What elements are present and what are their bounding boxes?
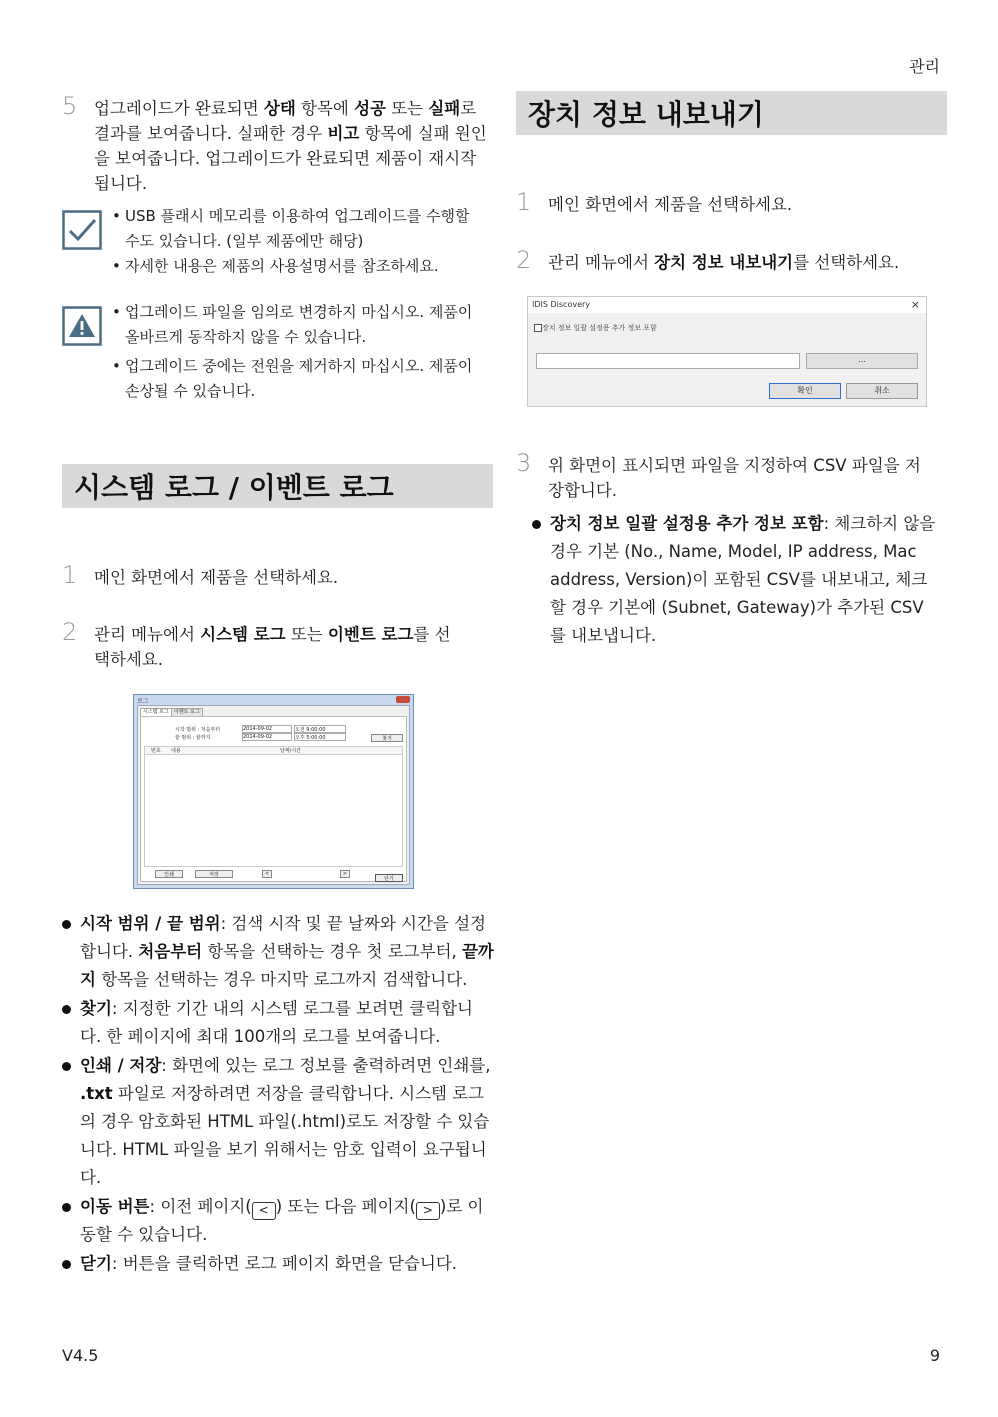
window-close-icon[interactable] (396, 696, 410, 703)
step-number: 3 (516, 449, 532, 477)
step-text: 메인 화면에서 제품을 선택하세요. (548, 195, 793, 214)
column-header-no: 번호 (151, 748, 161, 754)
step-text: 메인 화면에서 제품을 선택하세요. (94, 568, 339, 587)
log-step-1 (62, 561, 492, 590)
header-section-label: 관리 (909, 57, 940, 76)
dialog-close-icon[interactable]: × (910, 298, 920, 311)
list-item: 이동 버튼: 이전 페이지( < ) 또는 다음 페이지( > )로 이동할 수 있습니다. (62, 1193, 494, 1249)
bullet-dot-icon (62, 920, 71, 929)
dialog-title: IDIS Discovery (532, 300, 591, 309)
tab-event-log[interactable]: 이벤트 로그 (171, 708, 203, 717)
step-number: 2 (516, 246, 532, 274)
footer-version: V4.5 (62, 1346, 99, 1365)
end-time-input[interactable]: 오후 5:00:00 (294, 733, 346, 741)
prev-page-button[interactable]: < (262, 870, 272, 878)
next-page-button[interactable]: > (340, 870, 350, 878)
log-window-screenshot (133, 694, 414, 889)
ok-button[interactable]: 확인 (769, 383, 841, 399)
next-page-icon: > (416, 1202, 440, 1220)
start-time-input[interactable]: 오전 9:00:00 (294, 725, 346, 733)
to-end-option[interactable]: 끝까지 (195, 735, 211, 741)
note-check (62, 204, 482, 279)
step-number: 1 (516, 188, 532, 216)
file-path-input[interactable] (536, 353, 800, 369)
step-text: 위 화면이 표시되면 파일을 지정하여 CSV 파일을 저장합니다. (548, 456, 921, 500)
section-title-log: 시스템 로그 / 이벤트 로그 (62, 464, 493, 508)
step-text: 업그레이드가 완료되면 상태 항목에 성공 또는 실패로 결과를 보여줍니다. 실패한 경우 비고 항목에 실패 원인을 보여줍니다. 업그레이드가 완료되면 제품이 재시작됩니다. (94, 99, 487, 193)
end-date-input[interactable]: 2014-09-02 (242, 733, 292, 741)
end-range-label: 끝 범위 : (175, 735, 195, 741)
step-text: 관리 메뉴에서 시스템 로그 또는 이벤트 로그를 선택하세요. (94, 625, 451, 669)
bullet-dot-icon (62, 1005, 71, 1014)
bullet-dot-icon (62, 1062, 71, 1071)
list-item: 찾기: 지정한 기간 내의 시스템 로그를 보려면 클릭합니다. 한 페이지에 최대 100개의 로그를 보여줍니다. (62, 995, 494, 1051)
close-log-button[interactable]: 닫기 (375, 874, 403, 882)
log-step-2 (62, 618, 462, 672)
step-number: 1 (62, 561, 78, 589)
start-range-label: 시작 범위 : (175, 727, 200, 733)
check-note-icon (62, 210, 102, 250)
from-start-option[interactable]: 처음부터 (200, 727, 221, 733)
list-item: 장치 정보 일괄 설정용 추가 정보 포함: 체크하지 않을 경우 기본 (No., Name, Model, IP address, Mac address, Version)이 포함된 CSV를 내보내고, 체크할 경우 기본에 (Subnet, Gateway)가 추가된 CSV를 내보냅니다. (532, 510, 937, 650)
footer-page-number: 9 (929, 1346, 940, 1365)
note-warning (62, 300, 482, 404)
bullet-dot-icon (62, 1203, 71, 1212)
step-text: 관리 메뉴에서 장치 정보 내보내기를 선택하세요. (548, 253, 900, 272)
browse-button[interactable]: ... (806, 353, 918, 369)
include-extra-info-checkbox[interactable] (534, 324, 542, 332)
warning-note-icon (62, 306, 102, 346)
note-item: • 업그레이드 중에는 전원을 제거하지 마십시오. 제품이 손상될 수 있습니다. (112, 354, 482, 404)
bullet-dot-icon (532, 520, 541, 529)
step-number: 2 (62, 618, 78, 646)
note-item: • 자세한 내용은 제품의 사용설명서를 참조하세요. (112, 254, 482, 279)
column-header-datetime: 날짜/시간 (280, 748, 302, 754)
tab-system-log[interactable]: 시스템 로그 (140, 708, 172, 717)
column-header-content: 내용 (171, 748, 181, 754)
export-step-3 (516, 449, 936, 503)
log-list[interactable] (144, 754, 403, 867)
export-step-2 (516, 246, 946, 275)
step-number: 5 (62, 92, 78, 120)
list-item: 인쇄 / 저장: 화면에 있는 로그 정보를 출력하려면 인쇄를, .txt 파일로 저장하려면 저장을 클릭합니다. 시스템 로그의 경우 암호화된 HTML 파일(.html)로도 저장할 수 있습니다. HTML 파일을 보기 위해서는 암호 입력이 요구됩니다. (62, 1052, 494, 1192)
note-item: • USB 플래시 메모리를 이용하여 업그레이드를 수행할 수도 있습니다. (일부 제품에만 해당) (112, 204, 482, 254)
log-window-title: 로그 (137, 698, 149, 705)
print-button[interactable]: 인쇄 (155, 870, 183, 878)
checkbox-label: 장치 정보 일괄 설정용 추가 정보 포함 (542, 324, 657, 332)
bullet-dot-icon (62, 1260, 71, 1269)
section-title-export: 장치 정보 내보내기 (516, 91, 947, 135)
export-feature-list (532, 510, 937, 651)
note-item: • 업그레이드 파일을 임의로 변경하지 마십시오. 제품이 올바르게 동작하지 않을 수 있습니다. (112, 300, 482, 350)
prev-page-icon: < (252, 1202, 276, 1220)
export-step-1 (516, 188, 946, 217)
export-dialog-screenshot (527, 296, 927, 407)
log-feature-list (62, 910, 494, 1279)
list-item: 닫기: 버튼을 클릭하면 로그 페이지 화면을 닫습니다. (62, 1250, 494, 1278)
step-5 (62, 92, 492, 196)
cancel-button[interactable]: 취소 (846, 383, 918, 399)
start-date-input[interactable]: 2014-09-02 (242, 725, 292, 733)
find-button[interactable]: 찾기 (371, 734, 403, 742)
save-button[interactable]: 저장 (195, 870, 233, 878)
list-item: 시작 범위 / 끝 범위: 검색 시작 및 끝 날짜와 시간을 설정합니다. 처음부터 항목을 선택하는 경우 첫 로그부터, 끝까지 항목을 선택하는 경우 마지막 로그까지 검색합니다. (62, 910, 494, 994)
